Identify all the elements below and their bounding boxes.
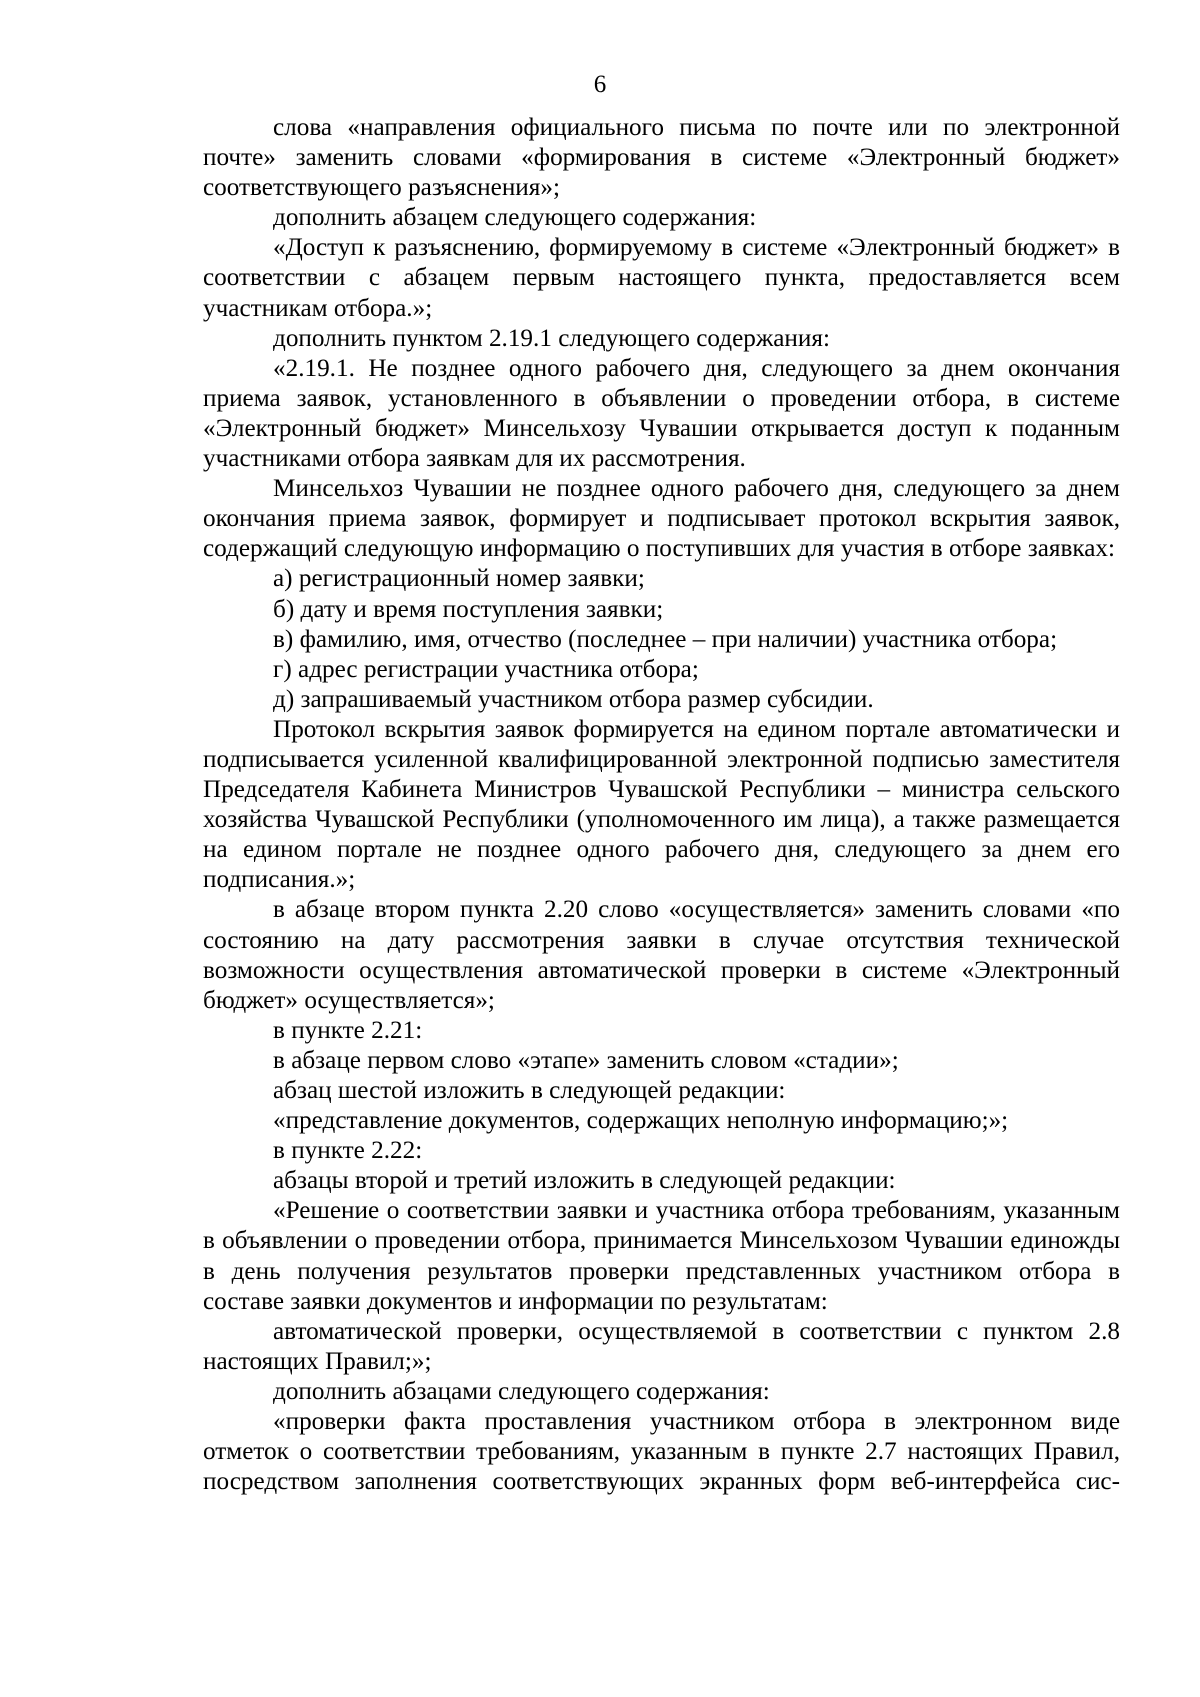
- paragraph: автоматической проверки, осуществляемой в соответствии с пунктом 2.8 настоящих Правил;»;: [203, 1317, 1120, 1375]
- paragraph: «проверки факта проставления участником отбора в электронном виде отметок о соответствии требованиям, указанным в пункте 2.7 настоящих Правил, посредством заполнения соответствующих экранных форм веб-интерфейса сис-: [203, 1408, 1120, 1496]
- paragraph: «представление документов, содержащих неполную информацию;»;: [273, 1107, 1009, 1135]
- paragraph: дополнить пунктом 2.19.1 следующего содержания:: [273, 324, 830, 352]
- list-item: б) дату и время поступления заявки;: [273, 595, 664, 623]
- paragraph: дополнить абзацем следующего содержания:: [273, 204, 757, 232]
- list-item: в) фамилию, имя, отчество (последнее – при наличии) участника отбора;: [273, 625, 1058, 653]
- paragraph: в абзаце первом слово «этапе» заменить словом «стадии»;: [273, 1046, 899, 1074]
- paragraph: «Доступ к разъяснению, формируемому в системе «Электронный бюджет» в соответствии с абзацем первым настоящего пункта, предоставляется всем участникам отбора.»;: [203, 234, 1120, 322]
- paragraph: слова «направления официального письма по почте или по электронной почте» заменить словами «формирования в системе «Электронный бюджет» соответствующего разъяснения»;: [203, 114, 1120, 202]
- list-item: д) запрашиваемый участником отбора размер субсидии.: [273, 685, 874, 713]
- paragraph: в пункте 2.21:: [273, 1016, 423, 1044]
- list-item: г) адрес регистрации участника отбора;: [273, 655, 699, 683]
- paragraph: в пункте 2.22:: [273, 1137, 423, 1165]
- paragraph: Минсельхоз Чувашии не позднее одного рабочего дня, следующего за днем окончания приема заявок, формирует и подписывает протокол вскрытия заявок, содержащий следующую информацию о поступивших для участия в отборе заявках:: [203, 475, 1120, 563]
- paragraph: абзац шестой изложить в следующей редакции:: [273, 1077, 786, 1104]
- paragraph: «Решение о соответствии заявки и участника отбора требованиям, указанным в объявлении о проведении отбора, принимается Минсельхозом Чувашии единожды в день получения результатов проверки представленных участником отбора в составе заявки документов и информации по результатам:: [203, 1197, 1120, 1315]
- paragraph: в абзаце втором пункта 2.20 слово «осуществляется» заменить словами «по состоянию на дату рассмотрения заявки в случае отсутствия технической возможности осуществления автоматической проверки в системе «Электронный бюджет» осуществляется»;: [203, 896, 1120, 1014]
- paragraph: «2.19.1. Не позднее одного рабочего дня, следующего за днем окончания приема заявок, установленного в объявлении о проведении отбора, в системе «Электронный бюджет» Минсельхозу Чувашии открывается доступ к поданным участниками отбора заявкам для их рассмотрения.: [203, 354, 1120, 473]
- paragraph: дополнить абзацами следующего содержания:: [273, 1377, 770, 1405]
- page-number: 6: [593, 71, 607, 98]
- paragraph: Протокол вскрытия заявок формируется на едином портале автоматически и подписывается усиленной квалифицированной электронной подписью заместителя Председателя Кабинета Министров Чувашской Республики – министра сельского хозяйства Чувашской Республики (уполномоченного им лица), а также размещается на едином портале не позднее одного рабочего дня, следующего за днем его подписания.»;: [203, 715, 1120, 894]
- list-item: а) регистрационный номер заявки;: [273, 565, 645, 593]
- document-body: [203, 113, 1120, 1497]
- paragraph: абзацы второй и третий изложить в следующей редакции:: [273, 1167, 896, 1195]
